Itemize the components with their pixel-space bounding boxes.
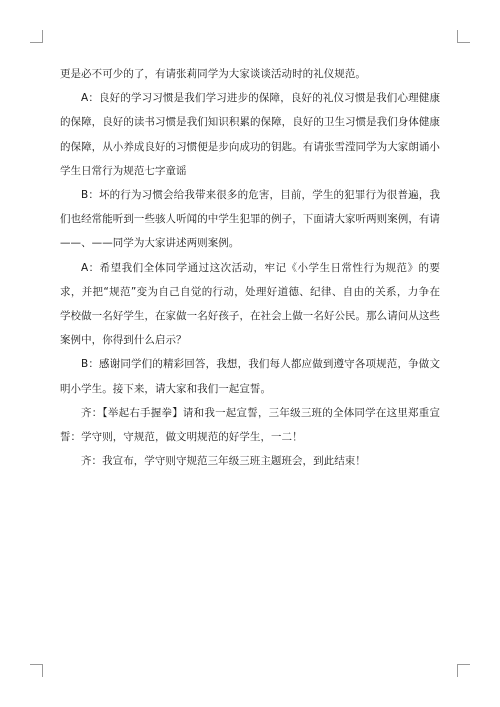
document-body [60,62,440,473]
paragraph-4: A：希望我们全体同学通过这次活动，牢记《小学生日常性行为规范》的要求，并把“规范”变为自己自觉的行动，处理好道德、纪律、自由的关系，力争在学校做一名好学生，在家做一名好孩子，在社会上做一名好公民。那么请问从这些案例中，你得到什么启示？ [60,261,440,347]
crop-mark-bottom-right [457,664,470,677]
crop-mark-top-left [30,30,43,43]
crop-mark-top-right [457,30,470,43]
paragraph-7: 齐：我宣布，学守则守规范三年级三班主题班会，到此结束！ [81,455,366,468]
paragraph-5: B：感谢同学们的精彩回答，我想，我们每人都应做到遵守各项规范，争做文明小学生。接下来，请大家和我们一起宣誓。 [60,358,440,395]
paragraph-2: A：良好的学习习惯是我们学习进步的保障，良好的礼仪习惯是我们心理健康的保障，良好的读书习惯是我们知识积累的保障，良好的卫生习惯是我们身体健康的保障，从小养成良好的习惯便是步向成功的钥匙。有请张雪滢同学为大家朗诵小学生日常行为规范七字童谣 [60,92,440,177]
paragraph-1: 更是必不可少的了，有请张莉同学为大家谈谈活动时的礼仪规范。 [60,68,366,80]
paragraph-6: 齐：【举起右手握拳】请和我一起宣誓，三年级三班的全体同学在这里郑重宣誓：学守则，守规范，做文明规范的好学生，一二！ [60,406,440,444]
crop-mark-bottom-left [30,664,43,677]
paragraph-3: B：坏的行为习惯会给我带来很多的危害，目前，学生的犯罪行为很普遍，我们也经常能听到一些骇人听闻的中学生犯罪的例子，下面请大家听两则案例，有请——、——同学为大家讲述两则案例。 [60,189,440,250]
